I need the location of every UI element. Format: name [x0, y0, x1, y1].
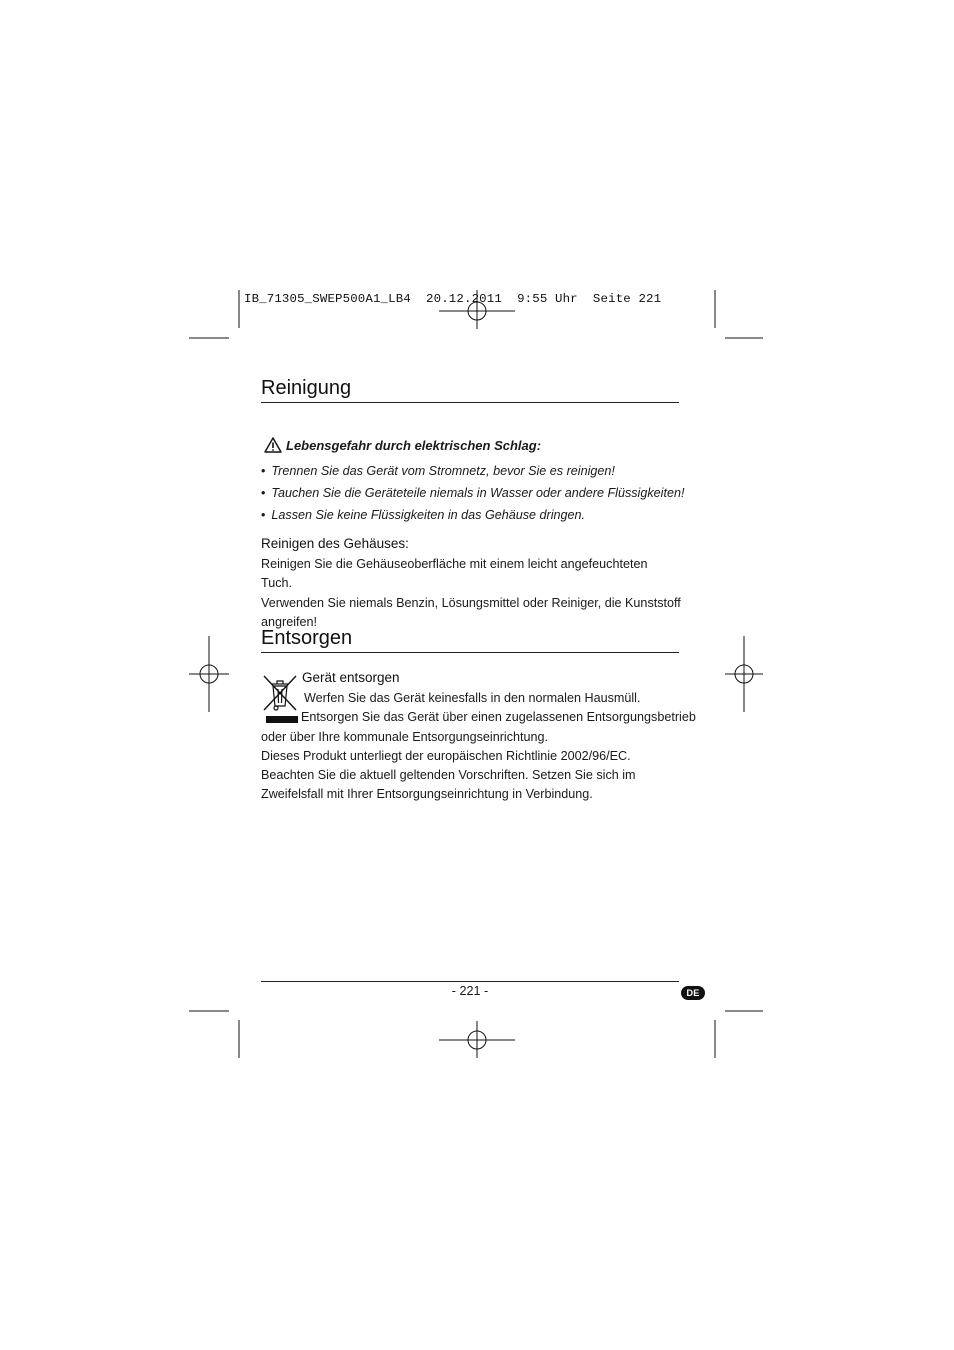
- warning-text: Lebensgefahr durch elektrischen Schlag:: [286, 438, 542, 453]
- list-item: [261, 462, 684, 484]
- text-line: Beachten Sie die aktuell geltenden Vorschriften. Setzen Sie sich im: [261, 768, 636, 783]
- housing-cleaning-heading: Reinigen des Gehäuses:: [261, 536, 409, 551]
- section-title-entsorgen: Entsorgen: [261, 626, 679, 653]
- text-line: angreifen!: [261, 614, 318, 629]
- text-line: Dieses Produkt unterliegt der europäischen Richtlinie 2002/96/EC.: [261, 748, 631, 763]
- text-line: oder über Ihre kommunale Entsorgungseinrichtung.: [261, 729, 549, 744]
- text-line: Entsorgen Sie das Gerät über einen zugelassenen Entsorgungsbetrieb: [301, 710, 696, 725]
- device-disposal-heading: Gerät entsorgen: [302, 670, 400, 685]
- text-line: Zweifelsfall mit Ihrer Entsorgungseinrichtung in Verbindung.: [261, 787, 593, 802]
- footer-divider: [261, 981, 679, 982]
- bullet-symbol: •: [261, 486, 266, 500]
- list-item: [261, 484, 684, 506]
- bullet-text: Trennen Sie das Gerät vom Stromnetz, bevor Sie es reinigen!: [271, 464, 615, 478]
- text-line: Reinigen Sie die Gehäuseoberfläche mit einem leicht angefeuchteten Tuch.: [261, 557, 648, 591]
- text-line: Werfen Sie das Gerät keinesfalls in den normalen Hausmüll.: [304, 691, 641, 705]
- section-title-reinigung: Reinigung: [261, 376, 679, 403]
- language-badge: DE: [681, 986, 705, 1000]
- bullet-symbol: •: [261, 508, 266, 522]
- text-line: Verwenden Sie niemals Benzin, Lösungsmittel oder Reiniger, die Kunststoff: [261, 595, 681, 610]
- disposal-text: [261, 689, 696, 805]
- print-job-header: IB_71305_SWEP500A1_LB4 20.12.2011 9:55 Uhr Seite 221: [244, 292, 662, 306]
- bullet-symbol: •: [261, 464, 266, 478]
- bullet-text: Lassen Sie keine Flüssigkeiten in das Gehäuse dringen.: [271, 508, 586, 522]
- safety-bullet-list: [261, 462, 684, 528]
- warning-triangle-icon: [264, 437, 282, 453]
- housing-cleaning-text: [261, 555, 681, 632]
- bullet-text: Tauchen Sie die Geräteteile niemals in Wasser oder andere Flüssigkeiten!: [271, 486, 685, 500]
- page-number: - 221 -: [451, 984, 489, 998]
- list-item: [261, 506, 684, 528]
- electric-shock-warning: [264, 437, 541, 453]
